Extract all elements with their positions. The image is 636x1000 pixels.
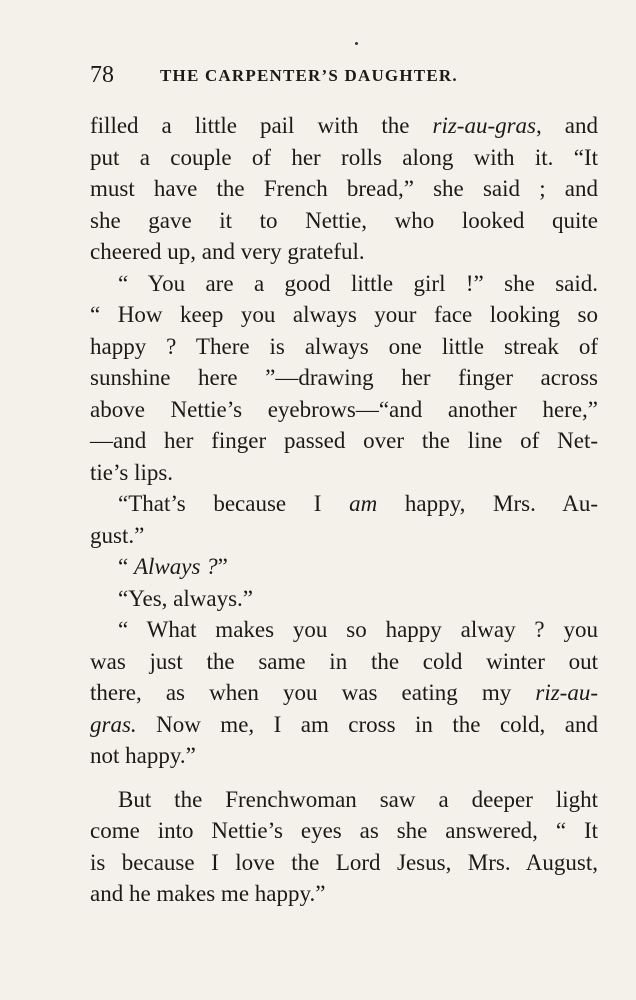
text-line: was just the same in the cold winter out — [90, 648, 598, 674]
running-title: THE CARPENTER’S DAUGHTER. — [160, 66, 458, 85]
text-line: “Yes, always.” — [118, 585, 254, 611]
text-line: But the Frenchwoman saw a deeper light — [118, 786, 598, 812]
text-line: “ How keep you always your face looking so — [90, 302, 598, 327]
body-text — [90, 110, 598, 910]
text-line: “ What makes you so happy alway ? you — [118, 617, 598, 642]
text-line: gust.” — [90, 522, 145, 548]
page-number: 78 — [90, 62, 114, 88]
text-line: and he makes me happy.” — [90, 881, 326, 906]
text-line: “ Always ?” — [118, 554, 228, 579]
text-line: tie’s lips. — [90, 459, 174, 485]
ink-speck — [355, 42, 358, 45]
text-line: she gave it to Nettie, who looked quite — [90, 207, 598, 233]
text-line: cheered up, and very grateful. — [90, 239, 365, 264]
text-line: put a couple of her rolls along with it. “It — [90, 144, 598, 170]
text-line: not happy.” — [90, 743, 196, 768]
text-line: must have the French bread,” she said ; and — [90, 176, 598, 201]
text-line: happy ? There is always one little streak of — [90, 333, 598, 359]
text-line: gras. Now me, I am cross in the cold, and — [90, 711, 598, 737]
text-line: “ You are a good little girl !” she said. — [118, 270, 598, 296]
text-line: come into Nettie’s eyes as she answered, “ It — [90, 818, 598, 843]
page-header — [90, 62, 550, 92]
text-line: filled a little pail with the riz-au-gras, and — [90, 113, 598, 138]
text-line: there, as when you was eating my riz-au- — [90, 680, 598, 705]
text-line: “That’s because I am happy, Mrs. Au- — [118, 491, 598, 516]
text-line: sunshine here ”—drawing her finger across — [90, 365, 598, 390]
text-line: is because I love the Lord Jesus, Mrs. August, — [90, 849, 598, 875]
text-line: —and her finger passed over the line of Net- — [90, 428, 598, 453]
text-line: above Nettie’s eyebrows—“and another here,” — [90, 396, 598, 422]
